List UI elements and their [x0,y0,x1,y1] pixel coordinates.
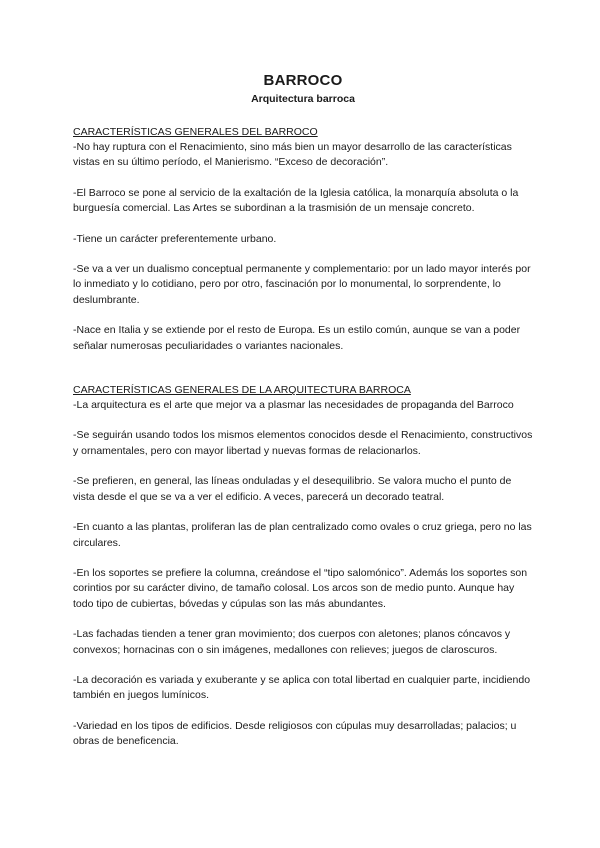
section-heading: CARACTERÍSTICAS GENERALES DE LA ARQUITECTURA BARROCA [73,384,411,397]
paragraph: -Variedad en los tipos de edificios. Desde religiosos con cúpulas muy desarrolladas; palacios; u obras de beneficencia. [73,719,517,748]
section-arquitectura-barroca [73,383,533,750]
paragraph: -El Barroco se pone al servicio de la exaltación de la Iglesia católica, la monarquía absoluta o la burguesía comercial. Las Artes se subordinan a la trasmisión de un mensaje concreto. [73,186,519,215]
paragraph: -Nace en Italia y se extiende por el resto de Europa. Es un estilo común, aunque se van a poder señalar numerosas peculiaridades o variantes nacionales. [73,324,521,352]
document-page [73,72,533,750]
document-subtitle: Arquitectura barroca [251,93,355,105]
paragraph: -La decoración es variada y exuberante y se aplica con total libertad en cualquier parte, incidiendo también en juegos lumínicos. [73,673,531,702]
paragraph: -En los soportes se prefiere la columna, creándose el “tipo salomónico”. Además los soportes son corintios por su carácter divino, de tamaño colosal. Los arcos son de medio punto. Aunque hay todo tipo de cubiertas, bóvedas y cúpulas son las más abundantes. [73,566,528,610]
document-title: BARROCO [263,72,343,89]
paragraph: -Se va a ver un dualismo conceptual permanente y complementario: por un lado mayor interés por lo inmediato y lo cotidiano, pero por otro, fascinación por lo monumental, lo sorprendente, lo deslumbrante. [73,263,531,306]
paragraph: -En cuanto a las plantas, proliferan las de plan centralizado como ovales o cruz griega, pero no las circulares. [73,521,532,549]
paragraph: -Se seguirán usando todos los mismos elementos conocidos desde el Renacimiento, constructivos y ornamentales, pero con mayor libertad y nuevas formas de relacionarlos. [73,429,533,457]
paragraph: -No hay ruptura con el Renacimiento, sino más bien un mayor desarrollo de las características vistas en su último período, el Manierismo. “Exceso de decoración”. [73,141,512,169]
paragraph: -La arquitectura es el arte que mejor va a plasmar las necesidades de propaganda del Barroco [73,399,514,412]
paragraph: -Las fachadas tienden a tener gran movimiento; dos cuerpos con aletones; planos cóncavos y convexos; hornacinas con o sin imágenes, medallones con relieves; juegos de claroscuros. [73,628,511,656]
section-general-barroco [73,125,533,354]
paragraph: -Se prefieren, en general, las líneas onduladas y el desequilibrio. Se valora mucho el punto de vista desde el que se va a ver el edificio. A veces, parecerá un decorado teatral. [73,475,512,503]
paragraph: -Tiene un carácter preferentemente urbano. [73,232,277,245]
section-heading: CARACTERÍSTICAS GENERALES DEL BARROCO [73,126,318,138]
